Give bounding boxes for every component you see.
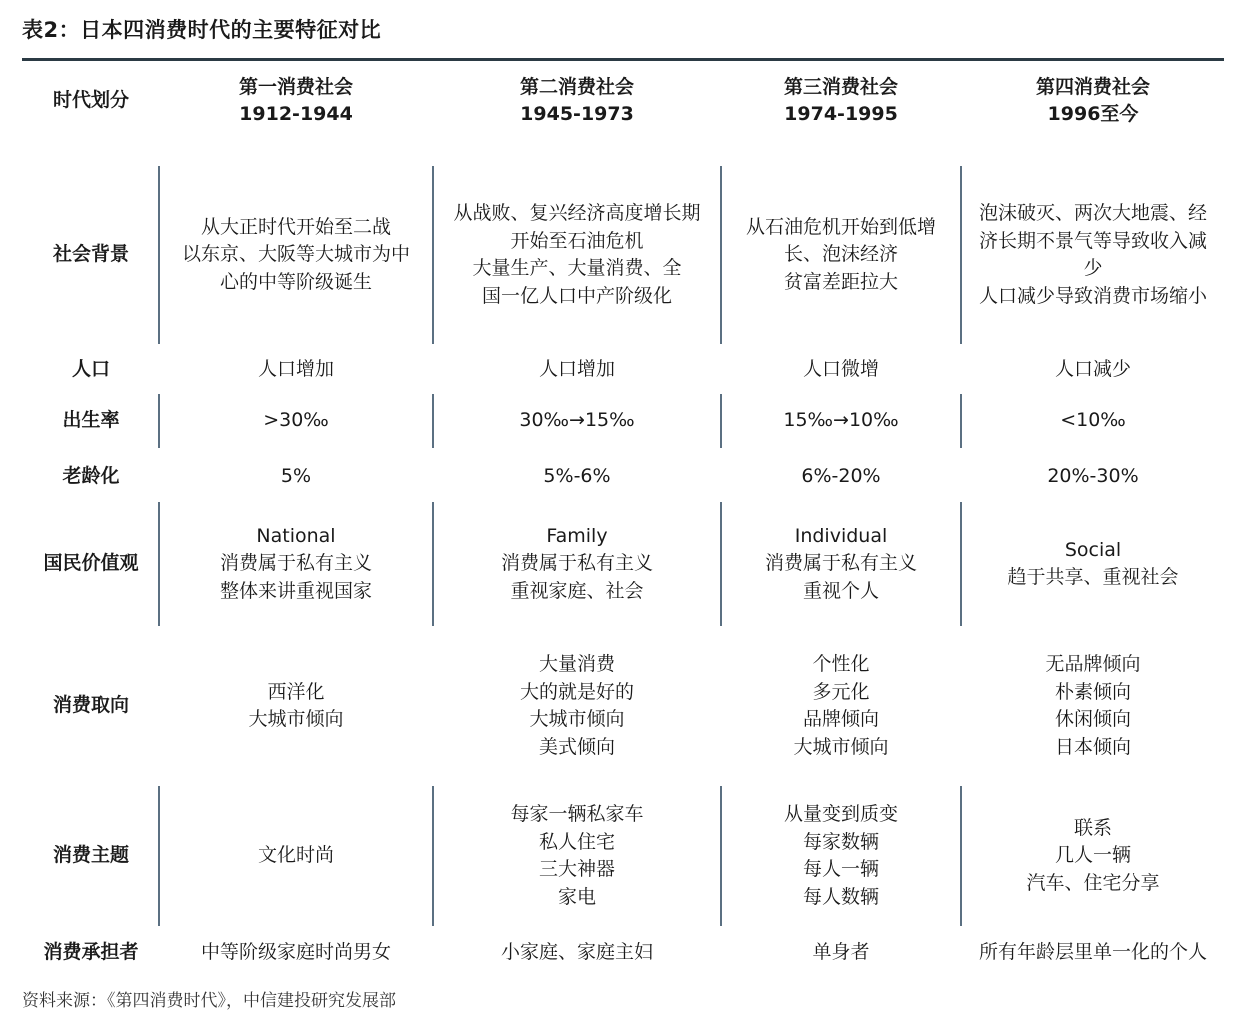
cell-line: 国一亿人口中产阶级化 xyxy=(481,284,672,307)
cell-line: 联系 xyxy=(1073,816,1112,839)
cell-line: 开始至石油危机 xyxy=(510,229,644,252)
cell-line: 国民价值观 xyxy=(43,552,139,575)
table-cell xyxy=(434,166,720,344)
table-cell xyxy=(722,932,960,974)
cell-line: 20%-30% xyxy=(1047,465,1139,488)
cell-line: 西洋化 xyxy=(267,680,325,703)
column-divider xyxy=(158,786,160,926)
cell-line: 5% xyxy=(280,465,312,488)
column-divider xyxy=(720,786,722,926)
cell-line: 汽车、住宅分享 xyxy=(1026,871,1160,894)
cell-line: 三大神器 xyxy=(538,858,615,880)
table-cell xyxy=(722,452,960,502)
cell-line: 1945-1973 xyxy=(520,103,634,125)
cell-line: 第四消费社会 xyxy=(1035,75,1150,98)
cell-line: 第二消费社会 xyxy=(519,75,634,98)
cell-line: 趋于共享、重视社会 xyxy=(1007,566,1179,588)
cell-line: 贫富差距拉大 xyxy=(783,270,898,293)
table-cell xyxy=(722,166,960,344)
column-header xyxy=(434,66,720,136)
row-label xyxy=(22,350,160,390)
table-cell xyxy=(722,640,960,772)
cell-line: 消费属于私有主义 xyxy=(219,552,372,575)
column-divider xyxy=(432,166,434,344)
cell-line: 长、泡沫经济 xyxy=(783,243,898,266)
cell-line: 第一消费社会 xyxy=(238,75,353,98)
cell-line: 济长期不景气等导致收入减 xyxy=(978,229,1207,252)
cell-line: 人口减少导致消费市场缩小 xyxy=(978,284,1207,307)
table-cell xyxy=(160,502,432,626)
cell-line: 消费取向 xyxy=(52,694,129,717)
table-cell xyxy=(962,640,1224,772)
cell-line: 人口增加 xyxy=(538,358,615,381)
table-cell xyxy=(962,452,1224,502)
cell-line: 文化时尚 xyxy=(257,844,334,867)
table-cell xyxy=(962,932,1224,974)
cell-line: 个性化 xyxy=(812,653,870,675)
table-cell xyxy=(722,394,960,448)
cell-line: 单身者 xyxy=(812,941,870,964)
column-divider xyxy=(158,394,160,448)
row-label xyxy=(22,452,160,502)
cell-line: 少 xyxy=(1083,257,1103,279)
table-cell xyxy=(160,166,432,344)
cell-line: 人口增加 xyxy=(257,358,334,381)
cell-line: 6%-20% xyxy=(801,465,881,488)
cell-line: 消费属于私有主义 xyxy=(500,552,653,575)
column-divider xyxy=(960,786,962,926)
table-cell xyxy=(434,350,720,390)
cell-line: 品牌倾向 xyxy=(802,708,879,730)
cell-line: 消费属于私有主义 xyxy=(764,552,917,575)
cell-line: 美式倾向 xyxy=(538,735,615,758)
cell-line: Social xyxy=(1064,538,1122,561)
cell-line: 大的就是好的 xyxy=(519,680,634,703)
column-header xyxy=(160,66,432,136)
column-divider xyxy=(432,502,434,626)
column-divider xyxy=(720,166,722,344)
cell-line: National xyxy=(256,524,336,547)
cell-line: 多元化 xyxy=(812,680,870,703)
cell-line: 每家一辆私家车 xyxy=(510,803,644,825)
cell-line: 5%-6% xyxy=(543,465,611,488)
table-cell xyxy=(962,502,1224,626)
cell-line: 消费主题 xyxy=(52,844,129,867)
cell-line: 几人一辆 xyxy=(1054,844,1131,867)
cell-line: 1996至今 xyxy=(1047,103,1139,125)
table-cell xyxy=(434,640,720,772)
cell-line: 人口 xyxy=(71,358,110,381)
cell-line: 30‰→15‰ xyxy=(519,409,635,432)
cell-line: 人口微增 xyxy=(802,358,879,381)
column-divider xyxy=(720,394,722,448)
cell-line: 从量变到质变 xyxy=(783,803,898,825)
table-cell xyxy=(160,350,432,390)
table-cell xyxy=(434,932,720,974)
table-title: 表2：日本四消费时代的主要特征对比 xyxy=(22,18,382,42)
cell-line: 休闲倾向 xyxy=(1054,708,1131,730)
cell-line: 心的中等阶级诞生 xyxy=(219,270,372,293)
table-cell xyxy=(160,394,432,448)
cell-line: 朴素倾向 xyxy=(1054,680,1131,703)
row-label xyxy=(22,932,160,974)
cell-line: 1974-1995 xyxy=(784,103,898,125)
cell-line: 消费承担者 xyxy=(43,941,139,964)
table-cell xyxy=(434,786,720,926)
cell-line: 15‰→10‰ xyxy=(783,409,899,432)
header-label xyxy=(22,66,160,136)
column-header xyxy=(962,66,1224,136)
cell-line: 1912-1944 xyxy=(239,103,353,125)
cell-line: 从战败、复兴经济高度增长期 xyxy=(453,202,701,224)
cell-line: 大量生产、大量消费、全 xyxy=(472,257,682,279)
column-divider xyxy=(960,166,962,344)
cell-line: 中等阶级家庭时尚男女 xyxy=(200,941,391,964)
column-divider xyxy=(158,502,160,626)
cell-line: <10‰ xyxy=(1060,409,1126,432)
table-cell xyxy=(160,452,432,502)
column-divider xyxy=(158,166,160,344)
column-divider xyxy=(960,502,962,626)
cell-line: 从大正时代开始至二战 xyxy=(200,215,391,238)
cell-line: 每人数辆 xyxy=(802,885,879,908)
cell-line: 重视个人 xyxy=(802,579,879,602)
table-cell xyxy=(160,640,432,772)
table-cell xyxy=(722,786,960,926)
row-label xyxy=(22,166,160,344)
cell-line: 人口减少 xyxy=(1054,358,1131,381)
table-cell xyxy=(160,932,432,974)
cell-line: 从石油危机开始到低增 xyxy=(745,215,936,238)
cell-line: >30‰ xyxy=(263,409,329,432)
cell-line: 小家庭、家庭主妇 xyxy=(500,941,653,964)
cell-line: 大量消费 xyxy=(538,653,615,675)
cell-line: 私人住宅 xyxy=(538,830,615,853)
cell-line: 家电 xyxy=(557,885,596,908)
table-cell xyxy=(962,350,1224,390)
table-cell xyxy=(722,502,960,626)
cell-line: 泡沫破灭、两次大地震、经 xyxy=(978,202,1207,224)
cell-line: 大城市倾向 xyxy=(248,708,344,730)
row-label xyxy=(22,640,160,772)
table-cell xyxy=(434,452,720,502)
table-cell xyxy=(160,786,432,926)
cell-line: 每家数辆 xyxy=(802,830,879,853)
cell-line: 所有年龄层里单一化的个人 xyxy=(978,941,1207,964)
cell-line: 时代划分 xyxy=(52,89,129,112)
column-divider xyxy=(432,394,434,448)
cell-line: Family xyxy=(546,524,608,547)
column-divider xyxy=(720,502,722,626)
cell-line: 大城市倾向 xyxy=(529,708,625,730)
cell-line: 日本倾向 xyxy=(1054,735,1131,758)
column-divider xyxy=(960,394,962,448)
cell-line: 老龄化 xyxy=(62,465,120,488)
cell-line: 以东京、大阪等大城市为中 xyxy=(181,243,410,266)
row-label xyxy=(22,502,160,626)
cell-line: 大城市倾向 xyxy=(793,735,889,758)
table-cell xyxy=(962,166,1224,344)
table-cell xyxy=(434,502,720,626)
cell-line: 社会背景 xyxy=(52,243,129,266)
cell-line: 整体来讲重视国家 xyxy=(219,579,372,602)
cell-line: Individual xyxy=(794,524,888,547)
row-label xyxy=(22,786,160,926)
row-label xyxy=(22,394,160,448)
cell-line: 出生率 xyxy=(62,409,120,432)
cell-line: 无品牌倾向 xyxy=(1045,653,1141,675)
table-cell xyxy=(962,394,1224,448)
cell-line: 第三消费社会 xyxy=(783,75,898,98)
column-header xyxy=(722,66,960,136)
column-divider xyxy=(432,786,434,926)
table-cell xyxy=(962,786,1224,926)
source-note: 资料来源：《第四消费时代》，中信建投研究发展部 xyxy=(22,991,396,1011)
cell-line: 每人一辆 xyxy=(802,858,879,880)
table-cell xyxy=(722,350,960,390)
table-cell xyxy=(434,394,720,448)
cell-line: 重视家庭、社会 xyxy=(510,579,644,602)
